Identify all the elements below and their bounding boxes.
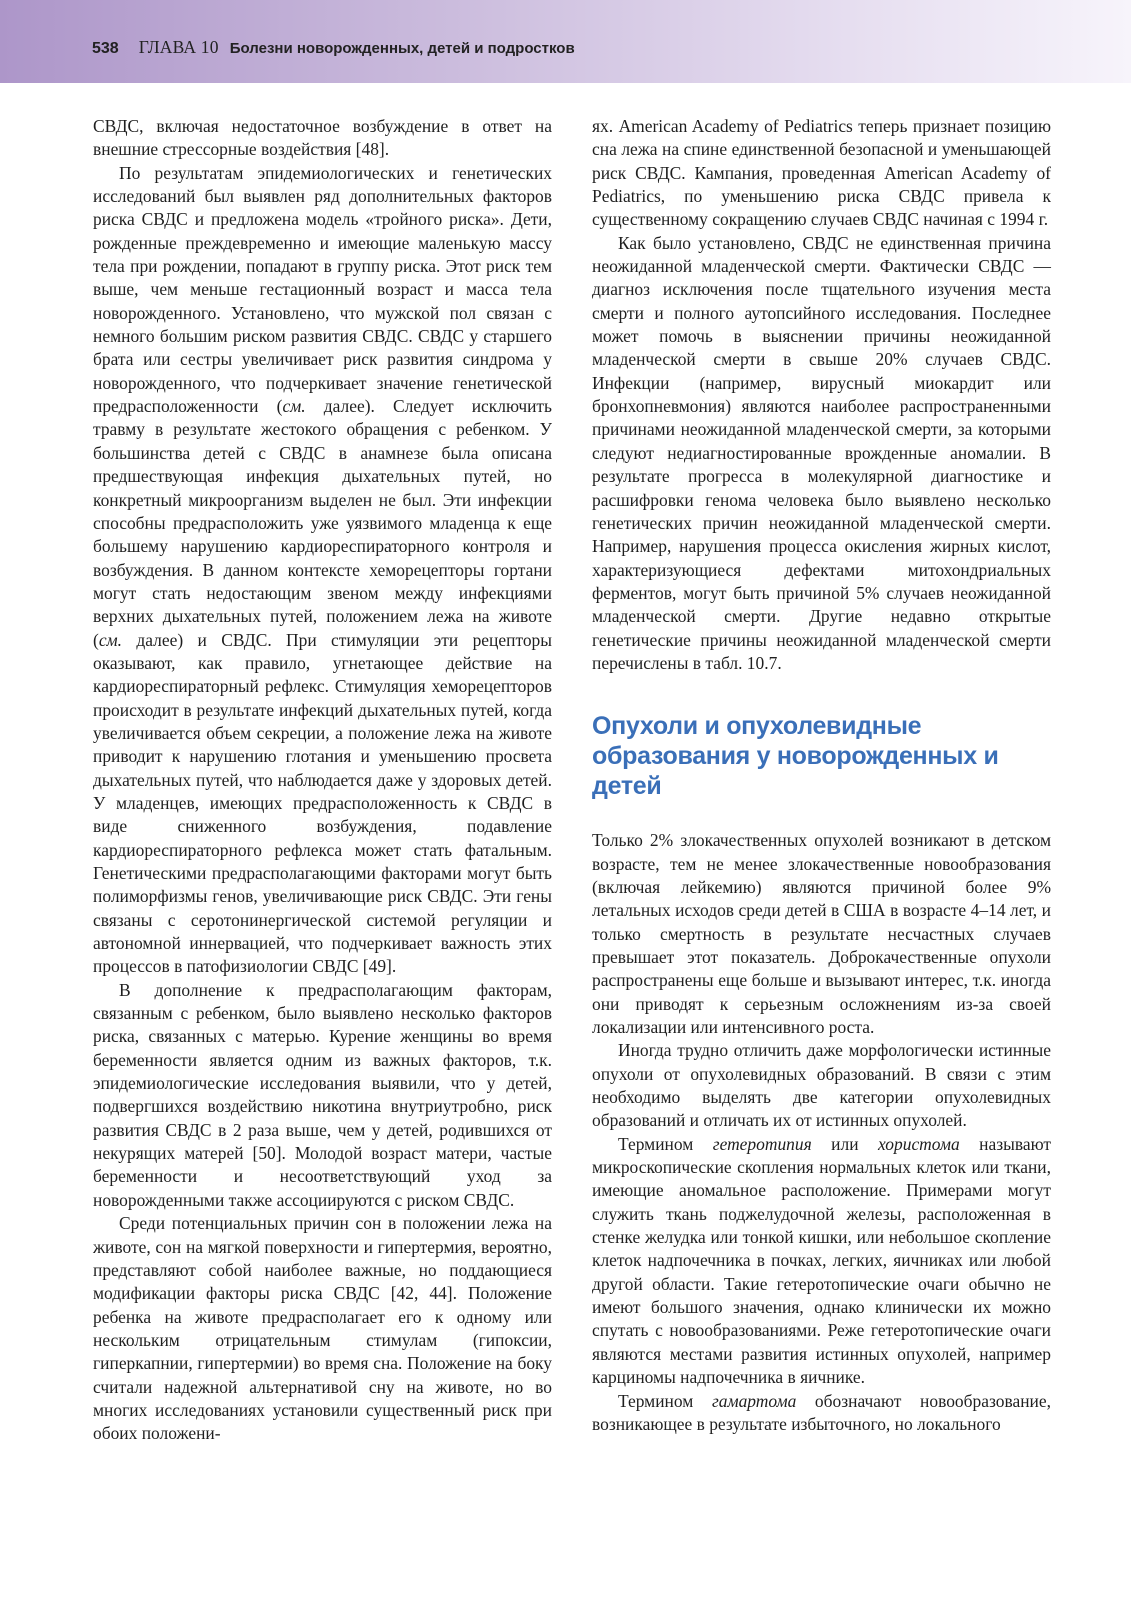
paragraph: Только 2% злокачественных опухолей возникают в детском возрасте, тем не менее злокачественные новообразования (включая лейкемию) являются причиной более 9% летальных исходов среди детей в США в возрасте 4–14 лет, и только смертность в результате несчастных случаев превышает этот показатель. Доброкачественные опухоли распространены еще больше и вызывают интерес, т.к. иногда они приводят к серьезным осложнениям из-за своей локализации или интенсивного роста. — [592, 830, 1051, 1037]
page-number: 538 — [92, 40, 119, 57]
paragraph: По результатам эпидемиологических и генетических исследований был выявлен ряд дополнительных факторов риска СВДС и предложена модель «тройного риска». Дети, рожденные преждевременно и имеющие маленькую массу тела при рождении, попадают в группу риска. Этот риск тем выше, чем меньше гестационный возраст и масса тела новорожденного. Установлено, что мужской пол связан с немного большим риском развития СВДС. СВДС у старшего брата или сестры увеличивает риск развития синдрома у новорожденного, что подчеркивает значение генетической предрасположенности (см. далее). Следует исключить травму в результате жестокого обращения с ребенком. У большинства детей с СВДС в анамнезе была описана предшествующая инфекция дыхательных путей, но конкретный микроорганизм выделен не был. Эти инфекции способны предрасположить уже уязвимого младенца к еще большему нарушению кардиореспираторного контроля и возбуждения. В данном контексте хеморецепторы гортани могут стать недостающим звеном между инфекциями верхних дыхательных путей, положением лежа на животе (см. далее) и СВДС. При стимуляции эти рецепторы оказывают, как правило, угнетающее действие на кардиореспираторный рефлекс. Стимуляция хеморецепторов происходит в результате инфекций дыхательных путей, когда увеличивается объем секреции, а положение лежа на животе приводит к нарушению глотания и уменьшению просвета дыхательных путей, что наблюдается даже у здоровых детей. У младенцев, имеющих предрасположенность к СВДС в виде сниженного возбуждения, подавление кардиореспираторного рефлекса может стать фатальным. Генетическими предрасполагающими факторами могут быть полиморфизмы генов, увеличивающие риск СВДС. Эти гены связаны с серотонинергической системой регуляции и автономной иннервацией, что подчеркивает важность этих процессов в патофизиологии СВДС [49]. — [93, 162, 552, 977]
running-head — [92, 37, 575, 58]
section-heading: Опухоли и опухолевидные образования у новорожденных и детей — [592, 712, 999, 801]
paragraph: Термином гамартома обозначают новообразование, возникающее в результате избыточного, но локального — [592, 1390, 1051, 1434]
paragraph: ях. American Academy of Pediatrics теперь признает позицию сна лежа на спине единственной безопасной и уменьшающей риск СВДС. Кампания, проведенная American Academy of Pediatrics, по уменьшению риска СВДС привела к существенному сокращению случаев СВДС начиная с 1994 г. — [592, 116, 1051, 230]
left-column — [93, 115, 552, 1446]
right-column — [592, 115, 1051, 1436]
chapter-label: ГЛАВА 10 — [138, 37, 219, 57]
page-header — [0, 0, 1131, 83]
chapter-title: Болезни новорожденных, детей и подростков — [229, 40, 575, 57]
paragraph: Как было установлено, СВДС не единственная причина неожиданной младенческой смерти. Фактически СВДС — диагноз исключения после тщательного изучения места смерти и полного аутопсийного исследования. Последнее может помочь в выяснении причины неожиданной младенческой смерти в свыше 20% случаев СВДС. Инфекции (например, вирусный миокардит или бронхопневмония) являются наиболее распространенными причинами неожиданной младенческой смерти, за которыми следуют недиагностированные врожденные аномалии. В результате прогресса в молекулярной диагностике и расшифровки генома человека было выявлено несколько генетических причин неожиданной младенческой смерти. Например, нарушения процесса окисления жирных кислот, характеризующиеся дефектами митохондриальных ферментов, могут быть причиной 5% случаев неожиданной младенческой смерти. Другие недавно открытые генетические причины неожиданной младенческой смерти перечислены в табл. 10.7. — [592, 232, 1051, 673]
paragraph: Термином гетеротипия или хористома называют микроскопические скопления нормальных клеток или ткани, имеющие аномальное расположение. Примерами могут служить ткань поджелудочной железы, расположенная в стенке желудка или тонкой кишки, или небольшое скопление клеток надпочечника в почках, легких, яичниках или любой другой области. Такие гетеротопические очаги обычно не имеют большого значения, однако клинически их можно спутать с новообразованиями. Реже гетеротопические очаги являются местами развития истинных опухолей, например карциномы надпочечника в яичнике. — [592, 1133, 1051, 1388]
paragraph: СВДС, включая недостаточное возбуждение в ответ на внешние стрессорные воздействия [48]. — [93, 116, 552, 160]
paragraph: В дополнение к предрасполагающим факторам, связанным с ребенком, было выявлено несколько факторов риска, связанных с матерью. Курение женщины во время беременности является одним из важных факторов, т.к. эпидемиологические исследования выявили, что у детей, подвергшихся воздействию никотина внутриутробно, риск развития СВДС в 2 раза выше, чем у детей, родившихся от некурящих матерей [50]. Молодой возраст матери, частые беременности и несоответствующий уход за новорожденными также ассоциируются с риском СВДС. — [93, 979, 552, 1210]
paragraph: Иногда трудно отличить даже морфологически истинные опухоли от опухолевидных образований. В связи с этим необходимо выделять две категории опухолевидных образований и отличать их от истинных опухолей. — [592, 1040, 1051, 1131]
paragraph: Среди потенциальных причин сон в положении лежа на животе, сон на мягкой поверхности и гипертермия, вероятно, представляют собой наиболее важные, но поддающиеся модификации факторы риска СВДС [42, 44]. Положение ребенка на животе предрасполагает его к одному или нескольким отрицательным стимулам (гипоксии, гиперкапнии, гипертермии) во время сна. Положение на боку считали надежной альтернативой сну на животе, но во многих исследованиях установили существенный риск при обоих положени- — [93, 1213, 552, 1444]
